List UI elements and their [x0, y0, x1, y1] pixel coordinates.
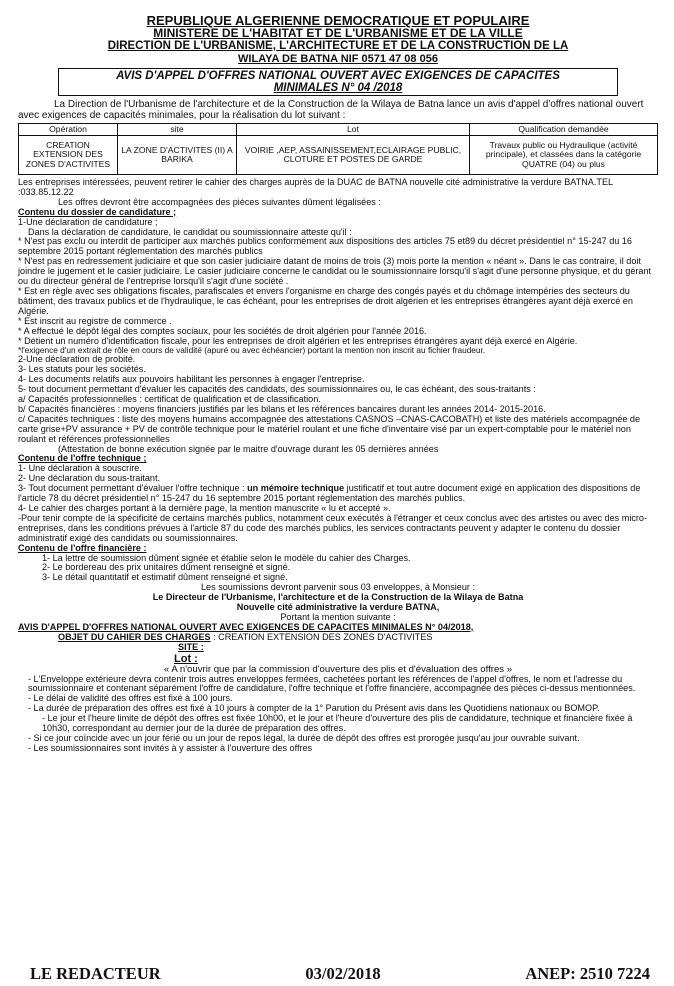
notice-body	[18, 178, 658, 754]
s5: AVIS D'APPEL D'OFFRES NATIONAL OUVERT AVEC EXIGENCES DE CAPACITES MINIMALES N° 04/2018,	[18, 621, 474, 632]
s2: Le Directeur de l'Urbanisme, l'architecture et de la Construction de la Wilaya de Batna	[152, 592, 524, 603]
notice-page	[18, 14, 658, 754]
t3-start: 3- Tout document permettant d'évaluer l'offre technique :	[18, 483, 248, 494]
e5: - Si ce jour coïncide avec un jour férié ou un jour de repos légal, la durée de dépôt des offres est prorogée jusqu'au jour ouvrable suivant.	[28, 732, 580, 743]
c5c: c/ Capacités techniques : liste des moyens humains accompagnée des attestations CASNOS –CNAS-CACOBATH) et liste des matériels accompagnée de carte grise+PV assurance + PV de contrôle technique pour le matériel roulant et une fiche d'inventaire visé par un expert-comptable pour le matériel non roulant et références professionnelles	[18, 413, 641, 444]
header-line-4: WILAYA DE BATNA NIF 0571 47 08 056	[238, 53, 438, 65]
f3: 3- Le détail quantitatif et estimatif dûment renseigné et signé.	[42, 572, 288, 583]
c1d: * Est en règle avec ses obligations fiscales, parafiscales et envers l'organisme en charge des congés payés et du chômage intempéries des secteurs du bâtiment, des travaux publics et de l'hydraulique, le cas échéant, pour les entreprises de droit algérien et les entreprises étrangères ayant déjà exercé en Algérie.	[18, 285, 633, 316]
t3-end: justificatif et tout autre document exigé en application des dispositions de l'article 78 du décret présidentiel n° 15-247 du 16 septembre 2015 portant réglementation des marchés publics.	[18, 483, 641, 504]
c1h: *l'exigence d'un extrait de rôle en cours de validité (apuré ou avec échéancier) portant la mention non inscrit au fichier fraudeur.	[18, 345, 486, 356]
cell-operation: CREATION EXTENSION DES ZONES D'ACTIVITES	[19, 136, 118, 175]
f1: 1- La lettre de soumission dûment signée et établie selon le modèle du cahier des Charges.	[42, 552, 411, 563]
s7: SITE :	[178, 641, 204, 652]
s9: « A n'ouvrir que par la commission d'ouverture des plis et d'évaluation des offres »	[163, 663, 513, 675]
c5a: a/ Capacités professionnelles : certificat de qualification et de classification.	[18, 394, 321, 405]
t4: 4- Le cahier des charges portant à la dernière page, la mention manuscrite « lu et accepté ».	[18, 503, 391, 513]
e1: - L'Enveloppe extérieure devra contenir trois autres enveloppes fermées, cachetées portant les références de l'appel d'offres, le nom et l'adresse du soumissionnaire et contenant séparément l'offre de candidature, l'offre technique et l'offre financière, accompagnée des pièces ci-dessus mentionnées.	[28, 673, 636, 694]
header-line-1: REPUBLIQUE ALGERIENNE DEMOCRATIQUE ET POPULAIRE	[146, 13, 530, 28]
title-line-1: AVIS D'APPEL D'OFFRES NATIONAL OUVERT AVEC EXIGENCES DE CAPACITES	[116, 70, 560, 82]
c5d: (Attestation de bonne exécution signée par le maitre d'ouvrage durant les 05 dernières années	[58, 443, 439, 454]
cell-site: LA ZONE D'ACTIVITES (II) A BARIKA	[118, 136, 237, 175]
header-line-3: DIRECTION DE L'URBANISME, L'ARCHITECTURE ET DE LA CONSTRUCTION DE LA	[107, 40, 569, 52]
cell-lot: VOIRIE ,AEP, ASSAINISSEMENT,ECLAIRAGE PUBLIC, CLOTURE ET POSTES DE GARDE	[237, 136, 470, 175]
heading-financiere: Contenu de l'offre financière :	[18, 542, 147, 553]
e3: - La durée de préparation des offres est fixé à 10 jours à compter de la 1° Parution du Présent avis dans les Quotidiens nationaux ou BOMOP.	[28, 703, 600, 714]
t2: 2- Une déclaration du sous-traitant.	[18, 473, 161, 484]
c1f: * A effectué le dépôt légal des comptes sociaux, pour les sociétés de droit algérien pour l'année 2016.	[18, 325, 427, 336]
t5: -Pour tenir compte de la spécificité de certains marchés publics, notamment ceux exécutés à l'étranger et ceux conclus avec des artistes ou avec des micro-entreprises, dans les conditions prévues à l'article 87 du code des marchés publics, les services contractants peuvent y adapter le contenu du dossier administratif exigé des candidats ou soumissionnaires.	[18, 512, 647, 543]
intro-paragraph: La Direction de l'Urbanisme de l'architecture et de la Construction de la Wilaya de Batna lance un avis d'appel d'offres national ouvert avec exigences de capacités minimales, pour la réalisation du lot suivant :	[18, 99, 644, 121]
c1g: * Détient un numéro d'identification fiscale, pour les entreprises de droit algérien et les entreprises étrangères ayant déjà exercé en Algérie.	[18, 335, 578, 346]
e2: - Le délai de validité des offres est fixé à 100 jours.	[28, 693, 233, 704]
cell-qualification: Travaux public ou Hydraulique (activité principale), et classées dans la catégorie QUATRE (04) ou plus	[470, 136, 658, 175]
col-qualification: Qualification demandée	[470, 124, 658, 136]
col-lot: Lot	[237, 124, 470, 136]
f2: 2- Le bordereau des prix unitaires dûment renseigné et signé.	[42, 562, 291, 573]
s1: Les soumissions devront parvenir sous 03 enveloppes, à Monsieur :	[201, 582, 475, 593]
footer-anep: ANEP: 2510 7224	[525, 964, 650, 983]
c5: 5- tout document permettant d'évaluer les capacités des candidats, des soumissionnaires ou, le cas échéant, des sous-traitants :	[18, 384, 536, 395]
header-line-2: MINISTERE DE L'HABITAT ET DE L'URBANISME ET DE LA VILLE	[153, 26, 523, 40]
e4: - Le jour et l'heure limite de dépôt des offres est fixée 10h00, et le jour et l'heure d'ouverture des plis de candidature, technique et financière fixée à 10h30, correspondant au dernier jour de la durée de préparation des offres.	[42, 713, 633, 734]
e6: - Les soumissionnaires sont invités à y assister à l'ouverture des offres	[28, 742, 313, 753]
col-site: site	[118, 124, 237, 136]
notice-title	[58, 68, 618, 96]
s3: Nouvelle cité administrative la verdure BATNA,	[236, 602, 440, 613]
c1b: * N'est pas exclu ou interdit de participer aux marchés publics conformément aux dispositions des articles 75 et89 du décret présidentiel n° 15-247 du 16 septembre 2015 portant réglementation des marchés publics	[18, 236, 632, 257]
lot-table-row	[19, 136, 658, 175]
p-pieces: Les offres devront être accompagnées des pièces suivantes dûment légalisées :	[58, 196, 381, 207]
t3	[18, 484, 658, 504]
header	[18, 14, 658, 66]
c1c: * N'est pas en redressement judiciaire et que son casier judiciaire datant de moins de trois (3) mois porte la mention « néant ». Dans le cas contraire, il doit joindre le jugement et le casier judiciaire. Le casier judiciaire concerne le candidat ou le soumissionnaire lorsqu'il s'agit d'une personne physique, et du gérant ou du directeur général de l'entreprise lorsqu'il s'agit d'une société .	[18, 256, 652, 287]
p-retrait: Les entreprises intéressées, peuvent retirer le cahier des charges auprès de la DUAC de BATNA nouvelle cité administrative la verdure BATNA.TEL :033.85.12.22	[18, 177, 613, 197]
lot-table-header	[19, 124, 658, 136]
footer	[30, 964, 650, 984]
footer-date: 03/02/2018	[305, 964, 381, 983]
s4: Portant la mention suivante :	[280, 611, 396, 622]
c1a: Dans la déclaration de candidature, le candidat ou soumissionnaire atteste qu'il :	[28, 226, 352, 237]
c4: 4- Les documents relatifs aux pouvoirs habilitant les personnes à engager l'entreprise.	[18, 374, 365, 385]
s6	[18, 633, 658, 643]
s6-value: : CREATION EXTENSION DES ZONES D'ACTIVITES	[210, 631, 433, 642]
col-operation: Opération	[19, 124, 118, 136]
heading-candidature: Contenu du dossier de candidature ;	[18, 206, 177, 217]
title-line-2: MINIMALES N° 04 /2018	[273, 82, 403, 94]
footer-redacteur: LE REDACTEUR	[30, 964, 161, 983]
s6-label: OBJET DU CAHIER DES CHARGES	[58, 631, 211, 642]
c1e: * Est inscrit au registre de commerce .	[18, 315, 172, 326]
t3-memoire: un mémoire technique	[247, 483, 345, 494]
c5b: b/ Capacités financières : moyens financiers justifiés par les bilans et les références bancaires durant les années 2014- 2015-2016.	[18, 403, 546, 414]
c2: 2-Une déclaration de probité.	[18, 354, 136, 365]
c3: 3- Les statuts pour les sociétés.	[18, 364, 146, 375]
c1: 1-Une déclaration de candidature ;	[18, 216, 158, 227]
lot-table	[18, 123, 658, 175]
heading-technique: Contenu de l'offre technique ;	[18, 453, 147, 464]
t1: 1- Une déclaration à souscrire.	[18, 463, 142, 474]
s8: Lot :	[174, 652, 198, 665]
